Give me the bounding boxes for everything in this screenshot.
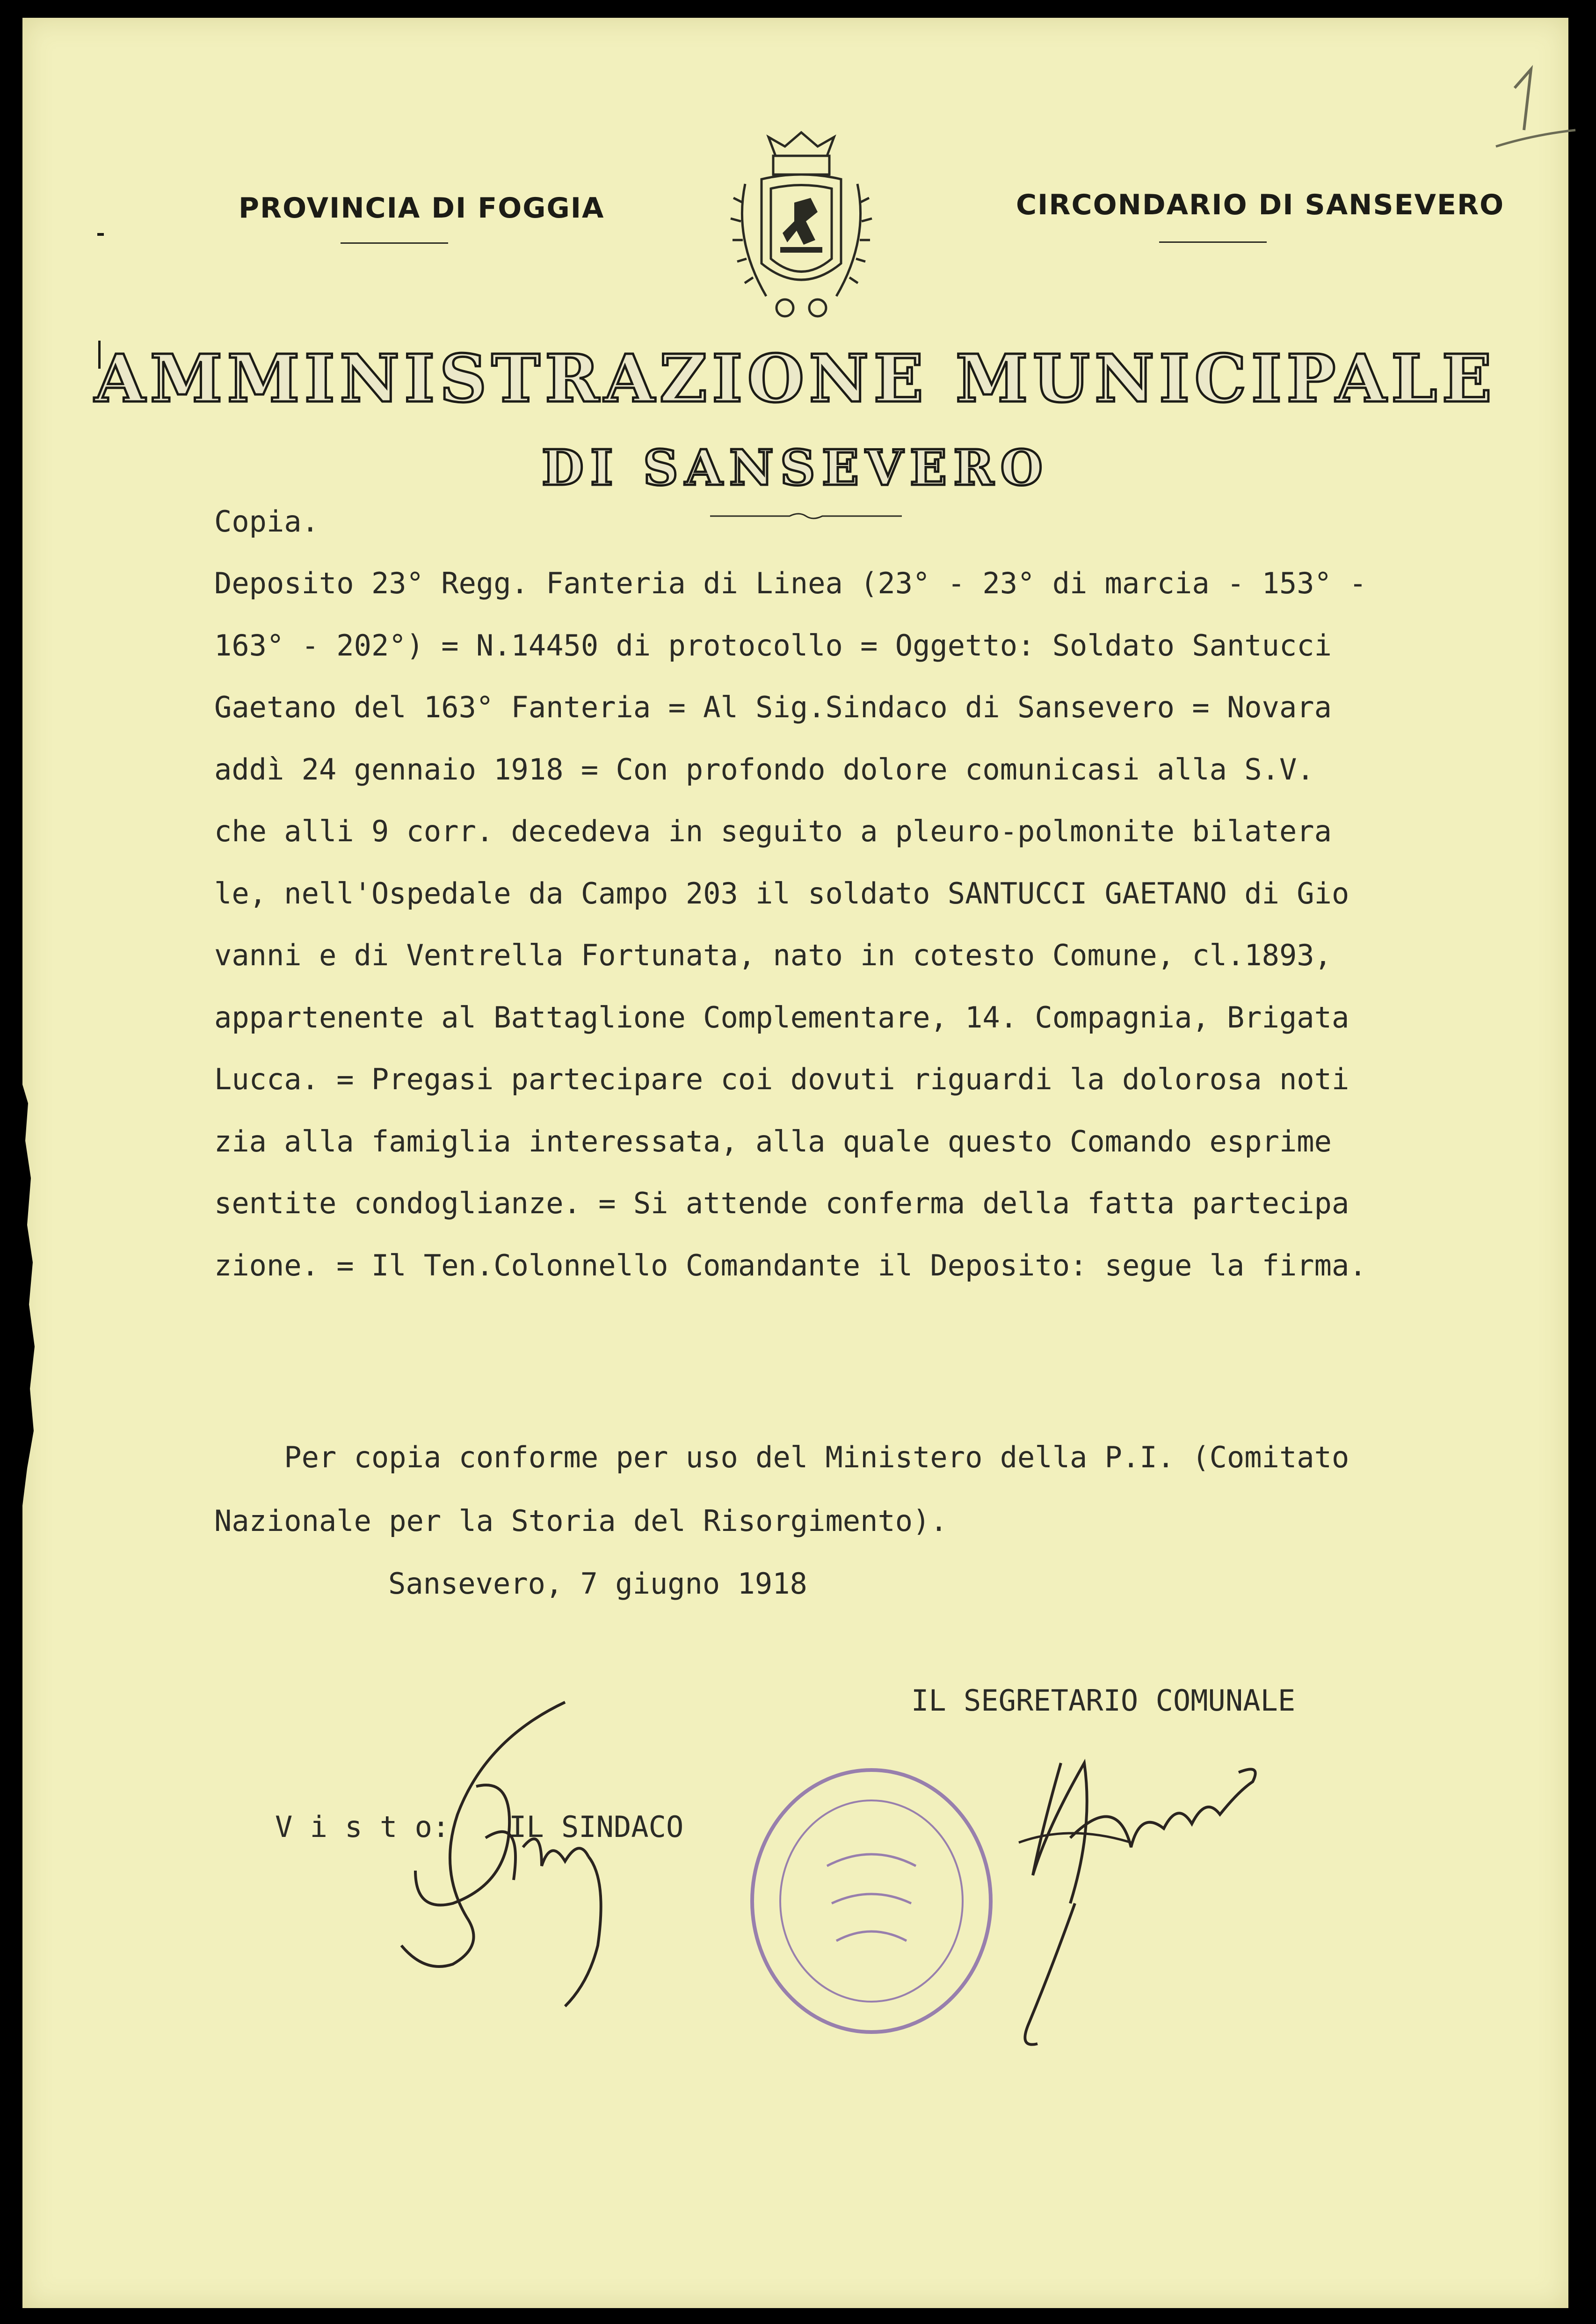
district-heading: CIRCONDARIO DI SANSEVERO bbox=[1016, 189, 1505, 221]
place-date: Sansevero, 7 giugno 1918 bbox=[388, 1566, 807, 1601]
body-line: zia alla famiglia interessata, alla quale questo Comando esprime bbox=[214, 1124, 1332, 1158]
municipal-crest-icon bbox=[724, 128, 878, 324]
province-heading: PROVINCIA DI FOGGIA bbox=[239, 192, 605, 225]
certification-line: Nazionale per la Storia del Risorgimento). bbox=[214, 1504, 948, 1538]
secretary-signature bbox=[977, 1707, 1281, 2062]
document-page bbox=[22, 18, 1568, 2308]
document-subtitle: DI SANSEVERO bbox=[541, 439, 1050, 496]
visto-label: V i s t o: bbox=[275, 1810, 450, 1844]
mayor-title: IL SINDACO bbox=[509, 1810, 684, 1844]
copy-label: Copia. bbox=[214, 504, 319, 539]
body-line: Gaetano del 163° Fanteria = Al Sig.Sindaco di Sansevero = Novara bbox=[214, 690, 1332, 724]
title-flourish bbox=[710, 511, 902, 521]
pencil-page-number bbox=[1487, 60, 1580, 153]
body-line: che alli 9 corr. decedeva in seguito a pleuro-polmonite bilatera bbox=[214, 814, 1332, 848]
body-line: Deposito 23° Regg. Fanteria di Linea (23° - 23° di marcia - 153° - bbox=[214, 566, 1367, 600]
body-line: vanni e di Ventrella Fortunata, nato in cotesto Comune, cl.1893, bbox=[214, 938, 1332, 972]
secretary-title: IL SEGRETARIO COMUNALE bbox=[911, 1683, 1296, 1718]
body-line: sentite condoglianze. = Si attende conferma della fatta partecipa bbox=[214, 1186, 1349, 1220]
mayor-signature bbox=[345, 1683, 673, 2011]
body-line: Lucca. = Pregasi partecipare coi dovuti riguardi la dolorosa noti bbox=[214, 1062, 1349, 1096]
province-underline bbox=[341, 242, 448, 244]
body-line: le, nell'Ospedale da Campo 203 il soldato SANTUCCI GAETANO di Gio bbox=[214, 876, 1349, 911]
municipal-stamp-icon bbox=[743, 1763, 1000, 2039]
body-line: zione. = Il Ten.Colonnello Comandante il Deposito: segue la firma. bbox=[214, 1248, 1367, 1282]
margin-mark bbox=[97, 233, 104, 236]
body-line: addì 24 gennaio 1918 = Con profondo dolore comunicasi alla S.V. bbox=[214, 752, 1314, 787]
torn-edge bbox=[22, 1085, 41, 1506]
certification-line: Per copia conforme per uso del Ministero della P.I. (Comitato bbox=[214, 1440, 1349, 1474]
document-title: AMMINISTRAZIONE MUNICIPALE bbox=[94, 341, 1497, 417]
body-line: appartenente al Battaglione Complementare, 14. Compagnia, Brigata bbox=[214, 1000, 1349, 1035]
district-underline bbox=[1159, 241, 1267, 243]
body-line: 163° - 202°) = N.14450 di protocollo = Oggetto: Soldato Santucci bbox=[214, 628, 1332, 663]
